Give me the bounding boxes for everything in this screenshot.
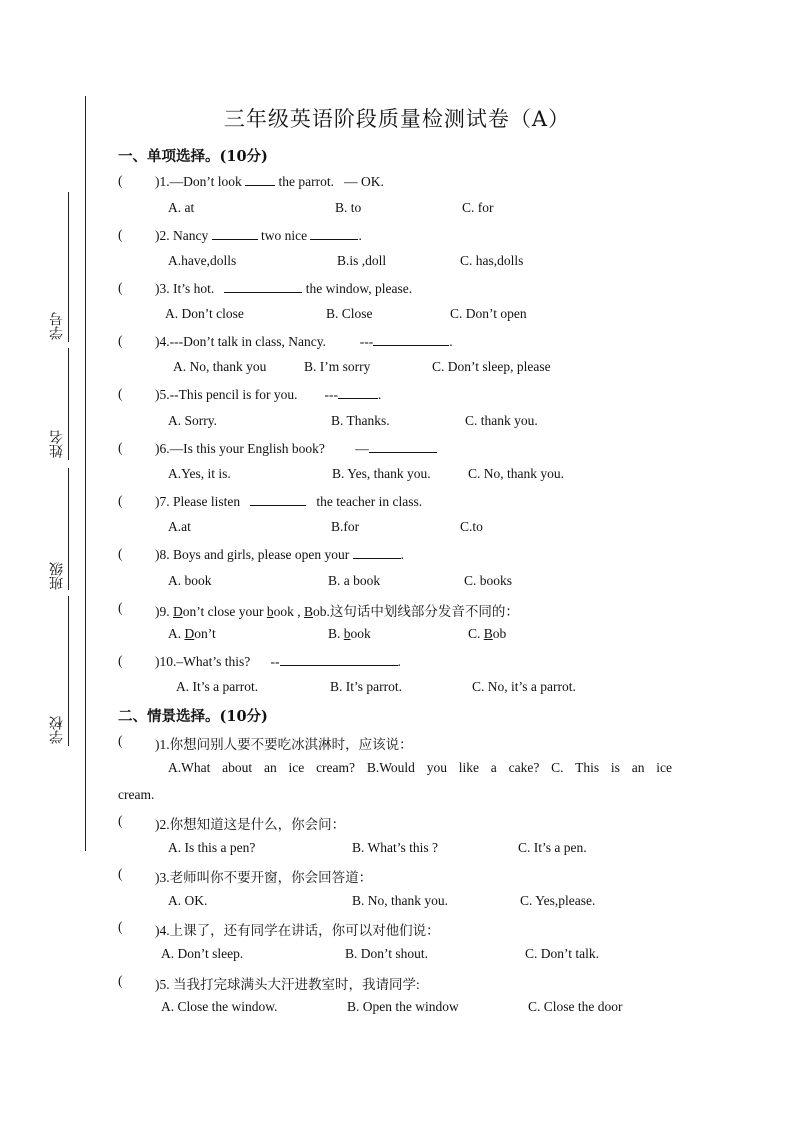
question-text-b: — — [355, 441, 369, 456]
question-number: )5. — [155, 977, 170, 992]
question-text-part: on’t close your — [182, 604, 267, 619]
option-c[interactable]: C. Don’t sleep, please — [432, 359, 551, 374]
option-c[interactable]: C. for — [462, 200, 494, 215]
answer-paren[interactable]: ( — [118, 546, 143, 561]
question-text-part: ook , — [273, 604, 304, 619]
question-prompt: 当我打完球满头大汗进教室时，我请同学: — [173, 977, 420, 992]
question-text-a: Please listen — [173, 494, 241, 509]
question-number: )9. — [155, 604, 170, 619]
underlined-letter: D — [173, 604, 183, 619]
question-text — [155, 733, 413, 753]
answer-paren[interactable]: ( — [118, 386, 143, 401]
question-number: )4. — [155, 923, 170, 938]
option-b[interactable]: B.for — [331, 519, 360, 534]
options-line-wrap: cream. — [118, 787, 155, 802]
options-line[interactable]: A.What about an ice cream? B.Would you like a cake? C. This is an ice — [168, 760, 672, 775]
question-text-b: the parrot. — [278, 174, 334, 189]
question-text-a: --This pencil is for you. — [169, 387, 298, 402]
question-prompt: 你想问别人要不要吃冰淇淋时，应该说： — [169, 737, 413, 752]
question-text — [155, 493, 422, 510]
option-c[interactable]: C. Don’t talk. — [525, 946, 599, 961]
question-text-a: ---Don’t talk in class, Nancy. — [169, 334, 326, 349]
question-text — [155, 813, 345, 833]
question-number: )3. — [155, 281, 170, 296]
question-prompt: 老师叫你不要开窗，你会回答道： — [169, 870, 373, 885]
field-blank[interactable] — [68, 192, 69, 342]
option-c[interactable]: C.to — [460, 519, 483, 534]
option-word: on’t — [194, 626, 216, 641]
answer-blank[interactable] — [353, 546, 401, 559]
question-number: )5. — [155, 387, 170, 402]
option-a[interactable]: A. No, thank you — [173, 359, 267, 374]
option-word: ook — [350, 626, 371, 641]
option-a[interactable]: A.at — [168, 519, 191, 534]
question-number: )10. — [155, 654, 177, 669]
question-text-part: ob.这句话中划线部分发音不同的： — [313, 604, 519, 619]
answer-paren[interactable]: ( — [118, 733, 143, 748]
option-letter: B. — [328, 626, 344, 641]
answer-paren[interactable]: ( — [118, 333, 143, 348]
field-label: 班级 — [49, 562, 65, 590]
question-prompt: 你想知道这是什么，你会问： — [169, 817, 346, 832]
answer-paren[interactable]: ( — [118, 493, 143, 508]
question-text-a: It’s hot. — [173, 281, 215, 296]
answer-paren[interactable]: ( — [118, 973, 143, 988]
answer-paren[interactable]: ( — [118, 440, 143, 455]
option-a[interactable] — [168, 626, 216, 642]
underlined-letter: D — [184, 626, 195, 641]
question-text — [155, 440, 437, 457]
answer-paren[interactable]: ( — [118, 227, 143, 242]
question-number: )4. — [155, 334, 170, 349]
option-a[interactable]: A. at — [168, 200, 195, 215]
question-text — [155, 919, 440, 939]
option-b[interactable]: B. Open the window — [347, 999, 459, 1014]
field-blank[interactable] — [68, 596, 69, 746]
option-b[interactable]: B. a book — [328, 573, 381, 588]
answer-blank[interactable] — [224, 280, 302, 293]
question-text: )10.–What’s this? -- . — [155, 654, 401, 669]
question-text-b: two nice — [260, 228, 308, 243]
section-heading: 二、情景选择。(10分) — [118, 708, 268, 725]
answer-blank[interactable] — [373, 333, 449, 346]
page-title: 三年级英语阶段质量检测试卷（A） — [223, 107, 571, 131]
question-text — [155, 600, 519, 620]
question-text-a: —Don’t look — [169, 174, 242, 189]
option-b[interactable] — [328, 626, 371, 642]
option-c[interactable]: C. thank you. — [465, 413, 538, 428]
option-c[interactable]: C. Yes,please. — [520, 893, 596, 908]
question-number: )7. — [155, 494, 170, 509]
question-text-b: the window, please. — [305, 281, 413, 296]
option-a[interactable]: A.have,dolls — [168, 253, 237, 268]
question-number: )2. — [155, 228, 170, 243]
option-a[interactable]: A. OK. — [168, 893, 208, 908]
field-label: 学校 — [49, 716, 65, 744]
option-b[interactable]: B. What’s this ? — [352, 840, 438, 855]
underlined-letter: B — [304, 604, 314, 619]
option-c[interactable] — [468, 626, 506, 642]
question-number: )8. — [155, 547, 170, 562]
question-number: )3. — [155, 870, 170, 885]
option-c[interactable]: C. No, thank you. — [468, 466, 564, 481]
option-c[interactable]: C. It’s a pen. — [518, 840, 587, 855]
answer-blank[interactable] — [212, 227, 258, 240]
answer-blank[interactable] — [310, 227, 358, 240]
question-number: )2. — [155, 817, 170, 832]
option-a[interactable]: A. Is this a pen? — [168, 840, 256, 855]
question-number: )6. — [155, 441, 170, 456]
question-text: )5.--This pencil is for you. --- . — [155, 387, 382, 402]
question-text-b: -- — [270, 654, 280, 669]
option-b[interactable]: B. No, thank you. — [352, 893, 448, 908]
underlined-letter: B — [483, 626, 493, 641]
option-b[interactable]: B. to — [335, 200, 362, 215]
option-c[interactable]: C. books — [464, 573, 513, 588]
option-a[interactable]: A.Yes, it is. — [168, 466, 231, 481]
question-text-b: --- — [359, 334, 374, 349]
question-text-a: –What’s this? — [176, 654, 251, 669]
option-letter: C. — [468, 626, 484, 641]
underlined-letter: b — [343, 626, 351, 641]
underlined-letter: b — [266, 604, 274, 619]
question-text — [155, 173, 384, 190]
option-b[interactable]: B. Thanks. — [331, 413, 390, 428]
binding-line — [85, 96, 86, 851]
option-a[interactable]: A. It’s a parrot. — [176, 679, 259, 694]
question-text: )8. Boys and girls, please open your . — [155, 547, 404, 562]
option-a[interactable]: A. book — [168, 573, 212, 588]
question-text — [155, 866, 372, 886]
question-number: )1. — [155, 737, 170, 752]
question-number: )1. — [155, 174, 170, 189]
answer-paren[interactable]: ( — [118, 866, 143, 881]
field-blank[interactable] — [68, 468, 69, 590]
answer-blank[interactable] — [369, 440, 437, 453]
question-text — [155, 280, 412, 297]
question-text — [155, 973, 420, 993]
question-text-b: the teacher in class. — [316, 494, 423, 509]
field-label: 学号 — [49, 312, 65, 340]
option-a[interactable]: A. Close the window. — [161, 999, 278, 1014]
option-b[interactable]: B. It’s parrot. — [330, 679, 402, 694]
question-text-a: Nancy — [173, 228, 209, 243]
answer-paren[interactable]: ( — [118, 280, 143, 295]
option-a[interactable]: A. Don’t close — [165, 306, 244, 321]
option-b[interactable]: B. Close — [326, 306, 373, 321]
field-blank[interactable] — [68, 348, 69, 460]
option-b[interactable]: B. Yes, thank you. — [332, 466, 431, 481]
question-prompt: 上课了，还有同学在讲话，你可以对他们说： — [169, 923, 440, 938]
option-a[interactable]: A. Don’t sleep. — [161, 946, 244, 961]
answer-paren[interactable]: ( — [118, 813, 143, 828]
option-c[interactable]: C. has,dolls — [460, 253, 524, 268]
question-text-c: — OK. — [344, 174, 384, 189]
question-text-a: Boys and girls, please open your — [173, 547, 350, 562]
field-label: 姓名 — [49, 430, 65, 458]
answer-blank[interactable] — [338, 386, 378, 399]
answer-blank[interactable] — [280, 653, 398, 666]
question-text: )2. Nancy two nice . — [155, 228, 362, 243]
option-letter: A. — [168, 626, 185, 641]
option-b[interactable]: B. Don’t shout. — [345, 946, 429, 961]
option-c[interactable]: C. Don’t open — [450, 306, 527, 321]
answer-paren[interactable]: ( — [118, 653, 143, 668]
option-c[interactable]: C. Close the door — [528, 999, 623, 1014]
answer-blank[interactable] — [245, 173, 275, 186]
option-a[interactable]: A. Sorry. — [168, 413, 217, 428]
option-b[interactable]: B. I’m sorry — [304, 359, 371, 374]
option-c[interactable]: C. No, it’s a parrot. — [472, 679, 576, 694]
section-heading: 一、单项选择。(10分) — [118, 148, 268, 165]
option-b[interactable]: B.is ,doll — [337, 253, 387, 268]
answer-paren[interactable]: ( — [118, 173, 143, 188]
option-word: ob — [492, 626, 507, 641]
answer-paren[interactable]: ( — [118, 600, 143, 615]
question-text: )4.---Don’t talk in class, Nancy. --- . — [155, 334, 453, 349]
question-text-b: --- — [324, 387, 338, 402]
question-text-a: —Is this your English book? — [169, 441, 325, 456]
answer-paren[interactable]: ( — [118, 919, 143, 934]
answer-blank[interactable] — [250, 493, 306, 506]
